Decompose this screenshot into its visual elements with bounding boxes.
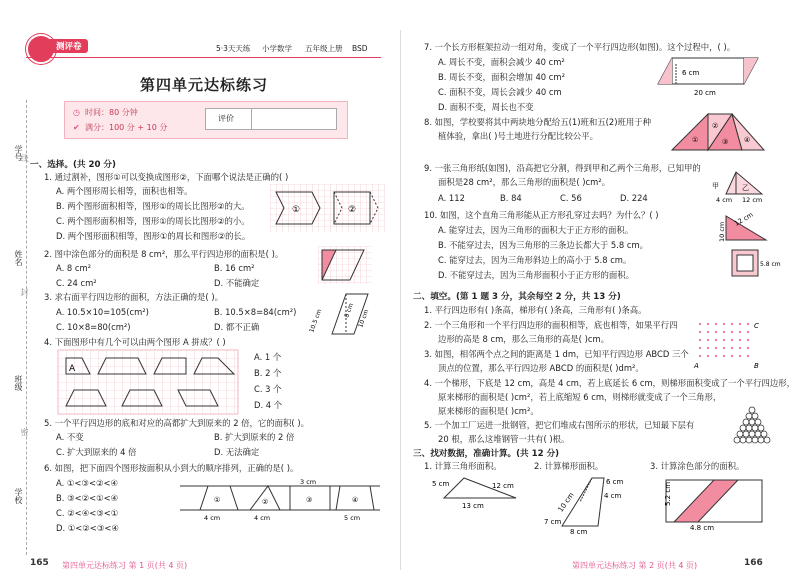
q10-dim-3: 5.8 cm — [760, 261, 781, 268]
c3-dim-2: 4.8 cm — [690, 524, 715, 532]
f3-dot-grid — [694, 318, 764, 372]
q2-figure — [318, 246, 372, 284]
q7-option-d[interactable]: D. 面积不变，周长也不变 — [438, 102, 534, 112]
edition: BSD — [352, 44, 368, 53]
section-1-heading: 一、选择。(共 20 分) — [30, 160, 116, 170]
q6-option-a[interactable]: A. ①<③<②<④ — [56, 478, 118, 488]
c1-dim-2: 13 cm — [462, 502, 484, 510]
q8-plot-4: ④ — [744, 136, 751, 144]
q9-dim-1: 4 cm — [716, 196, 733, 204]
student-no-label: 学号 — [14, 145, 23, 161]
fill-3-line-2: 顶点的位置，那么平行四边形 ABCD 的面积是( )dm²。 — [438, 363, 644, 373]
q1-shape-1-label: ① — [292, 205, 301, 215]
q9-dim-2: 12 cm — [742, 196, 763, 204]
logo-text: 测评卷 — [42, 39, 88, 53]
q8-plot-3: ③ — [722, 138, 729, 146]
logo — [26, 34, 118, 56]
q10-option-c[interactable]: C. 能穿过去，因为三角形斜边上的高小于 5.8 cm。 — [438, 255, 632, 265]
right-footer-text: 第四单元达标练习 第 2 页(共 4 页) — [572, 561, 698, 570]
q6-shape-1-label: ① — [214, 496, 221, 504]
q5-option-a[interactable]: A. 不变 — [56, 432, 84, 442]
q7-figure — [650, 54, 768, 98]
q6-figure — [180, 478, 380, 524]
binding-dashed-line — [26, 100, 27, 555]
question-10: 10. 如图，这个直角三角形能从正方形孔穿过去吗？为什么？( ) — [424, 210, 659, 220]
binding-strip — [7, 110, 29, 550]
question-5: 5. 一个平行四边形的底和对应的高都扩大到原来的 2 倍，它的面积( )。 — [44, 418, 310, 428]
question-1: 1. 通过割补，图形①可以变换成图形②，下面哪个说法是正确的( ) — [44, 172, 289, 182]
name-label: 姓名 — [14, 250, 23, 266]
q6-dim-4: 3 cm — [300, 478, 317, 486]
fill-3-line-1: 3. 如图，相邻两个点之间的距离是 1 dm，已知平行四边形 ABCD 三个 — [424, 349, 689, 359]
q6-option-b[interactable]: B. ③<②<①<④ — [56, 493, 119, 503]
question-9-line-1: 9. 一张三角形纸(如图)，沿高把它分割，得到甲和乙两个三角形，已知甲的 — [424, 163, 701, 173]
fill-4-line-1: 4. 一个梯形，下底是 12 cm，高是 4 cm，若上底延长 6 cm，则梯形面积变成了一个平行四边形， — [424, 378, 795, 388]
check-icon: ✔ — [73, 123, 80, 132]
series-name: 5·3天天练 — [216, 44, 251, 53]
clock-icon: ◷ — [73, 108, 80, 117]
page-title: 第四单元达标练习 — [140, 76, 269, 94]
q1-option-b[interactable]: B. 两个图形面积相等，图形①的周长比图形②的大。 — [56, 201, 250, 211]
q3-option-d[interactable]: D. 都不正确 — [214, 322, 260, 332]
q4-option-c[interactable]: C. 3 个 — [254, 384, 282, 394]
c2-dim-5: 7 cm — [544, 518, 562, 526]
subject: 小学数学 — [262, 44, 292, 53]
c2-dim-4: 8 cm — [570, 528, 588, 536]
q3-figure — [308, 290, 378, 338]
q7-option-b[interactable]: B. 周长不变，面积会增加 40 cm² — [438, 72, 565, 82]
question-2: 2. 图中涂色部分的面积是 8 cm²，那么平行四边形的面积是( )。 — [44, 249, 284, 259]
question-7: 7. 一个长方形框架拉动一组对角，变成了一个平行四边形(如图)。这个过程中，( )。 — [424, 42, 736, 52]
calc-3: 3. 计算涂色部分的面积。 — [650, 461, 745, 471]
q3-side-label: 10.5 cm — [308, 308, 324, 334]
fill-5-line-1: 5. 一个加工厂运进一批钢管，把它们堆成右图所示的形状，已知最下层有 — [424, 420, 695, 430]
q3-option-c[interactable]: C. 10×8=80(cm²) — [56, 322, 131, 332]
class-label: 班级 — [14, 375, 23, 391]
c3-figure — [650, 472, 770, 534]
q5-option-c[interactable]: C. 扩大到原来的 4 倍 — [56, 447, 137, 457]
q2-option-c[interactable]: C. 24 cm² — [56, 278, 97, 288]
fill-1: 1. 平行四边形有( )条高，梯形有( )条高，三角形有( )条高。 — [424, 305, 647, 315]
q3-option-a[interactable]: A. 10.5×10=105(cm²) — [56, 307, 149, 317]
left-page-number: 165 — [30, 558, 49, 568]
q1-figure — [270, 184, 385, 232]
f3-point-a: A — [694, 362, 699, 370]
q8-plot-1: ① — [692, 136, 699, 144]
q1-option-c[interactable]: C. 两个图形面积相等，图形①的周长比图形②的小。 — [56, 216, 250, 226]
f5-pipe-stack — [732, 404, 772, 450]
seal-line-label: 线 — [20, 154, 29, 162]
q6-option-d[interactable]: D. ①<②<③<④ — [56, 523, 119, 533]
seal-label: 封 — [20, 288, 29, 296]
evaluation-divider — [251, 109, 252, 129]
question-8-line-2: 植体验，拿出( )号土地进行分配比较公平。 — [438, 131, 598, 141]
c2-dim-1: 10 cm — [556, 491, 576, 514]
q9-option-b[interactable]: B. 84 — [500, 193, 522, 203]
school-label: 学校 — [14, 488, 23, 504]
q6-shape-4-label: ④ — [352, 496, 359, 504]
question-9-line-2: 面积是28 cm²，那么三角形的面积是( )cm²。 — [438, 177, 611, 187]
c2-dim-2: 6 cm — [606, 478, 624, 486]
q5-option-b[interactable]: B. 扩大到原来的 2 倍 — [214, 432, 295, 442]
right-footer — [422, 558, 777, 574]
q9-figure — [712, 168, 772, 204]
q10-option-d[interactable]: D. 不能穿过去，因为三角形面积小于正方形的面积。 — [438, 270, 635, 280]
q9-option-c[interactable]: C. 56 — [560, 193, 582, 203]
q6-dim-1: 4 cm — [204, 514, 221, 522]
section-3-heading: 三、找对数据，准确计算。(共 12 分) — [413, 449, 560, 459]
f3-point-b: B — [754, 362, 759, 370]
page-divider — [400, 30, 401, 570]
q1-option-a[interactable]: A. 两个图形周长相等，面积也相等。 — [56, 186, 193, 196]
q8-plot-2: ② — [712, 122, 719, 130]
c1-dim-1: 5 cm — [432, 480, 450, 488]
fill-5-line-2: 20 根，那么这堆钢管一共有( )根。 — [438, 434, 570, 444]
calc-2: 2. 计算梯形面积。 — [534, 461, 604, 471]
q4-figure — [58, 350, 238, 414]
question-3: 3. 求右面平行四边形的面积，方法正确的是( )。 — [44, 292, 223, 302]
q1-shape-2-label: ② — [348, 205, 357, 215]
c2-trapezoid — [540, 472, 640, 534]
q4-shape-a-label: A — [69, 364, 76, 374]
q10-option-a[interactable]: A. 能穿过去，因为三角形的面积大于正方形的面积。 — [438, 225, 634, 235]
q10-figure — [712, 210, 781, 278]
f3-point-c: C — [754, 322, 759, 330]
q10-dim-2: 12 cm — [733, 210, 755, 228]
q9-option-d[interactable]: D. 224 — [620, 193, 648, 203]
q4-option-a[interactable]: A. 1 个 — [254, 352, 282, 362]
q10-option-b[interactable]: B. 不能穿过去，因为三角形的三条边长都大于 5.8 cm。 — [438, 240, 648, 250]
left-footer-text: 第四单元达标练习 第 1 页(共 4 页) — [62, 561, 188, 570]
evaluation-label: 评价 — [218, 114, 234, 123]
left-footer — [26, 558, 381, 574]
fill-2-line-1: 2. 一个三角形和一个平行四边形的面积相等，底也相等，如果平行四 — [424, 320, 678, 330]
q2-option-d[interactable]: D. 不能确定 — [214, 278, 260, 288]
q9-part-jia: 甲 — [712, 182, 719, 190]
q4-option-b[interactable]: B. 2 个 — [254, 368, 282, 378]
question-6: 6. 如图，把下面四个图形按面积从小到大的顺序排列，正确的是( )。 — [44, 463, 299, 473]
c2-dim-3: 4 cm — [604, 492, 622, 500]
q7-option-c[interactable]: C. 面积不变，周长会减少 40 cm — [438, 87, 562, 97]
question-8-line-1: 8. 如图，学校要将其中两块地分配给五(1)班和五(2)班用于种 — [424, 117, 652, 127]
q3-base-label: 10 cm — [357, 308, 371, 329]
full-score: 满分：100 分 + 10 分 — [85, 123, 168, 132]
right-page-number: 166 — [744, 558, 763, 568]
q8-figure — [668, 112, 768, 152]
question-4: 4. 下面图形中有几个可以由两个图形 A 拼成？( ) — [44, 337, 226, 347]
c3-dim-1: 5.2 cm — [664, 481, 672, 506]
q2-option-b[interactable]: B. 16 cm² — [214, 263, 255, 273]
q9-part-yi: 乙 — [742, 184, 749, 192]
q9-option-a[interactable]: A. 112 — [438, 193, 465, 203]
q5-option-d[interactable]: D. 无法确定 — [214, 447, 260, 457]
fill-4-line-2: 原来梯形的面积是( )cm²，若上底缩短 6 cm，则梯形就变成了一个三角形， — [438, 392, 722, 402]
c1-triangle — [428, 472, 528, 510]
q1-option-d[interactable]: D. 两个图形面积相等，图形①的周长和图形②的长。 — [56, 231, 251, 241]
q6-shape-2-label: ② — [262, 498, 269, 506]
q6-option-c[interactable]: C. ②<④<③<① — [56, 508, 119, 518]
q3-option-b[interactable]: B. 10.5×8=84(cm²) — [214, 307, 297, 317]
calc-1: 1. 计算三角形面积。 — [424, 461, 502, 471]
q7-height-label: 6 cm — [682, 69, 700, 77]
q4-option-d[interactable]: D. 4 个 — [254, 400, 283, 410]
q7-option-a[interactable]: A. 周长不变，面积会减少 40 cm² — [438, 57, 565, 67]
section-2-heading: 二、填空。(第 1 题 3 分，其余每空 2 分，共 13 分) — [413, 292, 621, 302]
q7-width-label: 20 cm — [694, 89, 716, 97]
fill-2-line-2: 边形的高是 8 cm，那么三角形的高是( )cm。 — [438, 334, 609, 344]
secret-label: 密 — [20, 428, 29, 436]
grade: 五年级上册 — [305, 44, 343, 53]
q6-dim-3: 5 cm — [344, 514, 361, 522]
c1-dim-3: 12 cm — [492, 482, 514, 490]
q6-dim-2: 4 cm — [254, 514, 271, 522]
q6-shape-3-label: ③ — [306, 496, 313, 504]
q2-option-a[interactable]: A. 8 cm² — [56, 263, 92, 273]
q3-height-label: 8 cm — [343, 302, 355, 319]
time-limit: 时间：80 分钟 — [85, 108, 138, 117]
fill-4-line-3: 原来梯形的面积是( )cm²。 — [438, 406, 539, 416]
header-rule — [26, 57, 381, 58]
evaluation-box[interactable] — [205, 108, 337, 130]
q10-dim-1: 10 cm — [718, 221, 726, 242]
